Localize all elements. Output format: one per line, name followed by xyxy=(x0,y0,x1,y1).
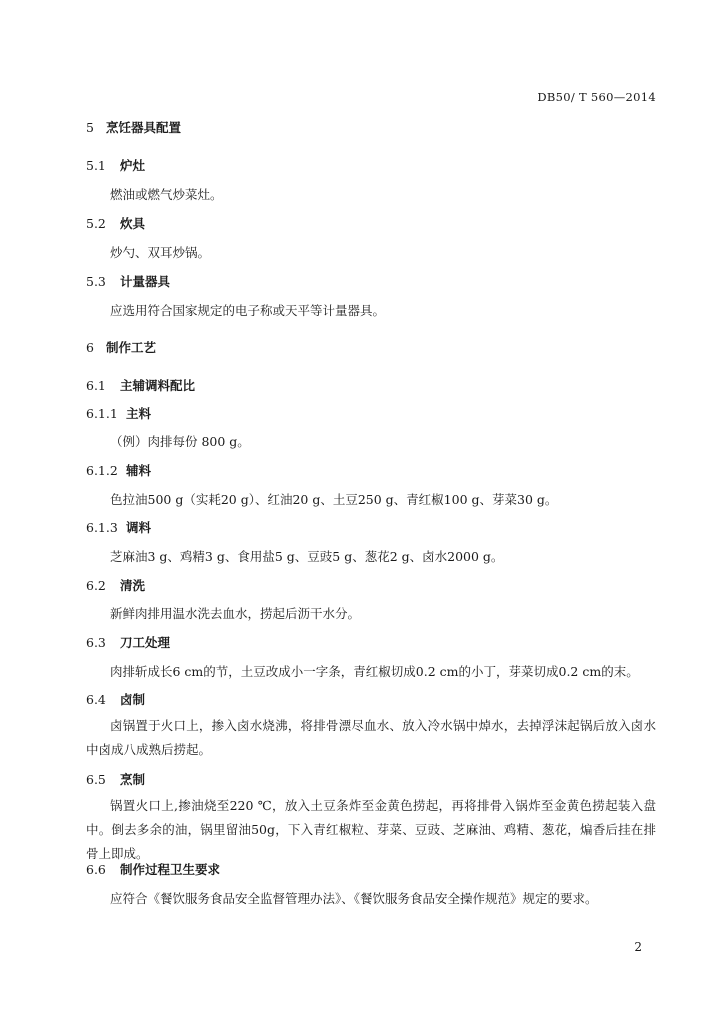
section-title: 卤制 xyxy=(120,692,146,707)
section-6-2-heading xyxy=(86,576,145,594)
section-title: 清洗 xyxy=(120,578,146,593)
section-5-3-heading xyxy=(86,272,170,290)
section-title: 刀工处理 xyxy=(120,635,171,650)
section-number: 6.1.2 xyxy=(86,463,118,478)
section-5-1-heading xyxy=(86,156,145,174)
section-title: 主料 xyxy=(126,406,152,421)
section-title: 计量器具 xyxy=(120,274,171,289)
section-6-4-text: 卤锅置于火口上，掺入卤水烧沸，将排骨漂尽血水、放入冷水锅中焯水，去掉浮沫起锅后放入卤水中卤成八成熟后捞起。 xyxy=(86,718,656,757)
section-6-4-heading xyxy=(86,690,145,708)
section-number: 5.1 xyxy=(86,158,106,173)
page-number: 2 xyxy=(634,940,642,954)
section-title: 主辅调料配比 xyxy=(120,378,196,393)
section-6-3-text: 肉排斩成长6 cm的节，土豆改成小一字条，青红椒切成0.2 cm的小丁，芽菜切成0.2 cm的末。 xyxy=(110,664,639,679)
section-6-1-3-heading xyxy=(86,518,151,536)
section-5-2-text: 炒勺、双耳炒锅。 xyxy=(110,245,211,260)
section-number: 6.1.3 xyxy=(86,520,118,535)
section-title: 制作过程卫生要求 xyxy=(120,862,221,877)
section-5-heading xyxy=(86,118,181,136)
section-number: 6.4 xyxy=(86,692,106,707)
section-number: 5 xyxy=(86,120,94,135)
section-title: 制作工艺 xyxy=(106,340,157,355)
section-title: 炉灶 xyxy=(120,158,146,173)
section-6-heading xyxy=(86,338,156,356)
section-6-1-heading xyxy=(86,376,195,394)
section-number: 6.6 xyxy=(86,862,106,877)
section-6-3-heading xyxy=(86,633,170,651)
section-6-5-text: 锅置火口上,掺油烧至220 ℃，放入土豆条炸至金黄色捞起，再将排骨入锅炸至金黄色捞起装入盘中。倒去多余的油，锅里留油50g，下入青红椒粒、芽菜、豆豉、芝麻油、鸡精、葱花，煸香后挂在排骨上即成。 xyxy=(86,798,656,861)
section-title: 辅料 xyxy=(126,463,152,478)
section-number: 6.2 xyxy=(86,578,106,593)
section-number: 6.1 xyxy=(86,378,106,393)
section-6-6-text: 应符合《餐饮服务食品安全监督管理办法》、《餐饮服务食品安全操作规范》规定的要求。 xyxy=(110,891,598,906)
section-number: 5.2 xyxy=(86,216,106,231)
section-number: 6.1.1 xyxy=(86,406,118,421)
section-number: 5.3 xyxy=(86,274,106,289)
section-5-2-heading xyxy=(86,214,145,232)
section-number: 6 xyxy=(86,340,94,355)
section-6-1-2-heading xyxy=(86,461,151,479)
section-5-3-text: 应选用符合国家规定的电子称或天平等计量器具。 xyxy=(110,303,386,318)
section-6-1-3-text: 芝麻油3 g、鸡精3 g、食用盐5 g、豆豉5 g、葱花2 g、卤水2000 g。 xyxy=(110,549,504,564)
section-6-1-1-heading xyxy=(86,404,151,422)
section-number: 6.3 xyxy=(86,635,106,650)
standard-code: DB50/ T 560—2014 xyxy=(537,90,656,104)
section-title: 烹制 xyxy=(120,772,146,787)
section-title: 调料 xyxy=(126,520,152,535)
section-title: 炊具 xyxy=(120,216,146,231)
section-6-1-1-text: （例）肉排每份 800 g。 xyxy=(110,434,250,449)
section-6-5-heading xyxy=(86,770,145,788)
section-6-2-text: 新鲜肉排用温水洗去血水，捞起后沥干水分。 xyxy=(110,606,361,621)
section-6-6-heading xyxy=(86,860,220,878)
section-5-1-text: 燃油或燃气炒菜灶。 xyxy=(110,187,223,202)
section-6-1-2-text: 色拉油500 g（实耗20 g）、红油20 g、土豆250 g、青红椒100 g、芽菜30 g。 xyxy=(110,492,558,507)
section-title: 烹饪器具配置 xyxy=(106,120,182,135)
section-number: 6.5 xyxy=(86,772,106,787)
